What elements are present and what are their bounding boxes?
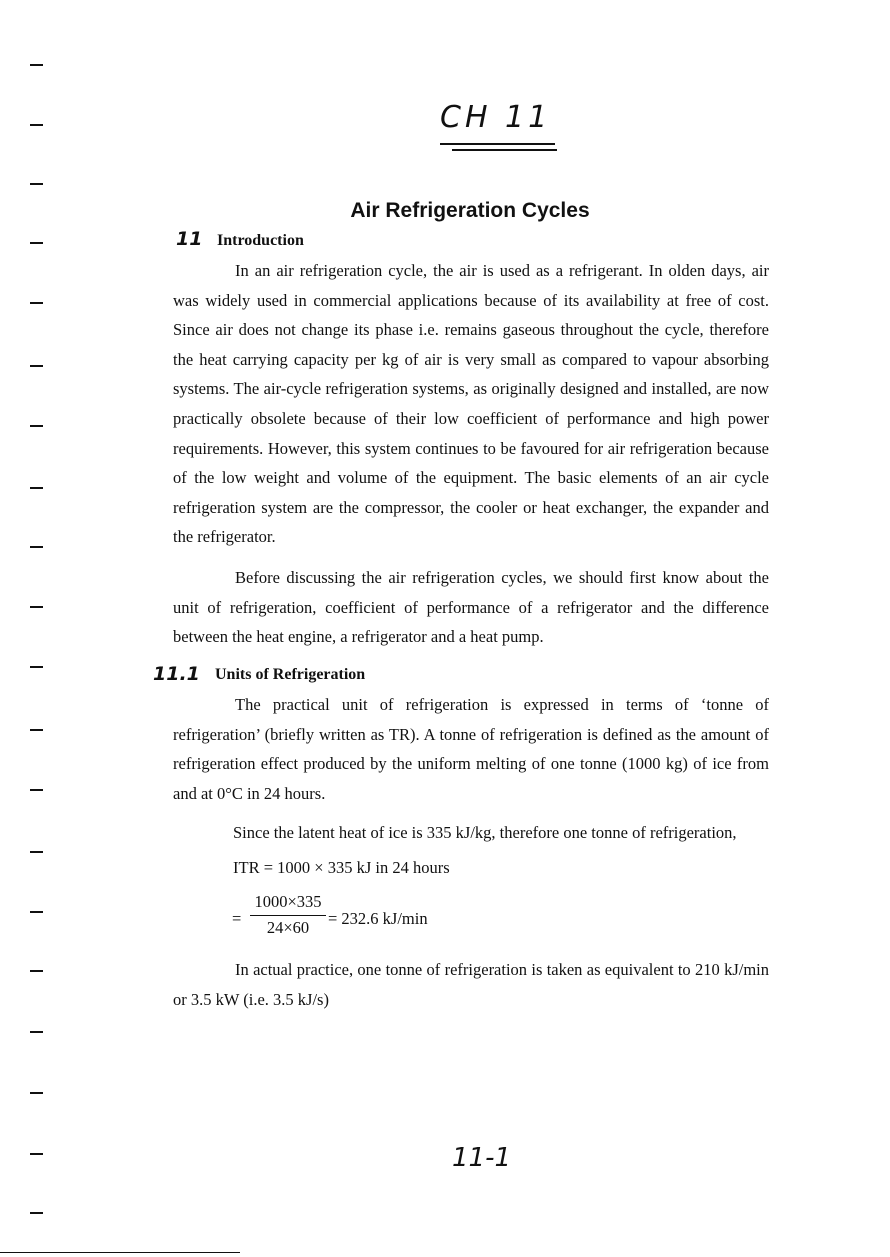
chapter-underline [452,149,557,151]
latent-heat-line: Since the latent heat of ice is 335 kJ/kg, therefore one tonne of refrigeration, [233,823,737,842]
section-heading: Introduction [217,232,304,249]
paragraph: The practical unit of refrigeration is expressed in terms of ‘tonne of refrigeration’ (briefly written as TR). A tonne of refrigeration is defined as the amount of refrigeration effect produced by the uniform melting of one tonne (1000 kg) of ice from and at 0°C in 24 hours. [173,695,769,803]
margin-dash [30,911,43,913]
margin-dash [30,487,43,489]
margin-dash [30,64,43,66]
margin-dash [30,789,43,791]
margin-dash [30,242,43,244]
margin-dash [30,666,43,668]
paragraph: In actual practice, one tonne of refrigeration is taken as equivalent to 210 kJ/min or 3.5 kW (i.e. 3.5 kJ/s) [173,960,769,1009]
page-number: 11-1 [452,1143,512,1173]
margin-dash [30,729,43,731]
chapter-mark: CH 11 [440,100,552,135]
margin-dash [30,546,43,548]
margin-dash [30,1212,43,1214]
bottom-rule [0,1252,240,1253]
margin-dash [30,183,43,185]
paragraph: Before discussing the air refrigeration cycles, we should first know about the unit of refrigeration, coefficient of performance of a refrigerator and the difference between the heat engine, a refrigerator and a heat pump. [173,568,769,647]
margin-dash [30,970,43,972]
margin-dash [30,1092,43,1094]
equation-line: ITR = 1000 × 335 kJ in 24 hours [233,858,450,877]
fraction-denominator: 24×60 [266,918,310,937]
margin-dash [30,425,43,427]
margin-dash [30,302,43,304]
page-title: Air Refrigeration Cycles [350,199,590,222]
fraction-bar [250,915,326,916]
equals-sign: = [232,909,242,928]
section-number: 11.1 [153,663,200,685]
margin-dash [30,124,43,126]
chapter-underline [440,143,555,145]
section-number: 11 [176,228,203,250]
margin-dash [30,851,43,853]
paragraph: In an air refrigeration cycle, the air is used as a refrigerant. In olden days, air was widely used in commercial applications because of its availability at free of cost. Since air does not change its phase i.e. remains gaseous throughout the cycle, therefore the heat carrying capacity per kg of air is very small as compared to vapour absorbing systems. The air-cycle refrigeration systems, as originally designed and installed, are now practically obsolete because of their low coefficient of performance and high power requirements. However, this system continues to be favoured for air refrigeration because of the low weight and volume of the equipment. The basic elements of an air cycle refrigeration system are the compressor, the cooler or heat exchanger, the expander and the refrigerator. [173,261,769,547]
margin-dash [30,1031,43,1033]
fraction-result: = 232.6 kJ/min [328,909,428,928]
fraction-numerator: 1000×335 [254,892,322,911]
margin-dash [30,365,43,367]
margin-dash [30,606,43,608]
margin-dash [30,1153,43,1155]
section-heading: Units of Refrigeration [215,666,366,683]
